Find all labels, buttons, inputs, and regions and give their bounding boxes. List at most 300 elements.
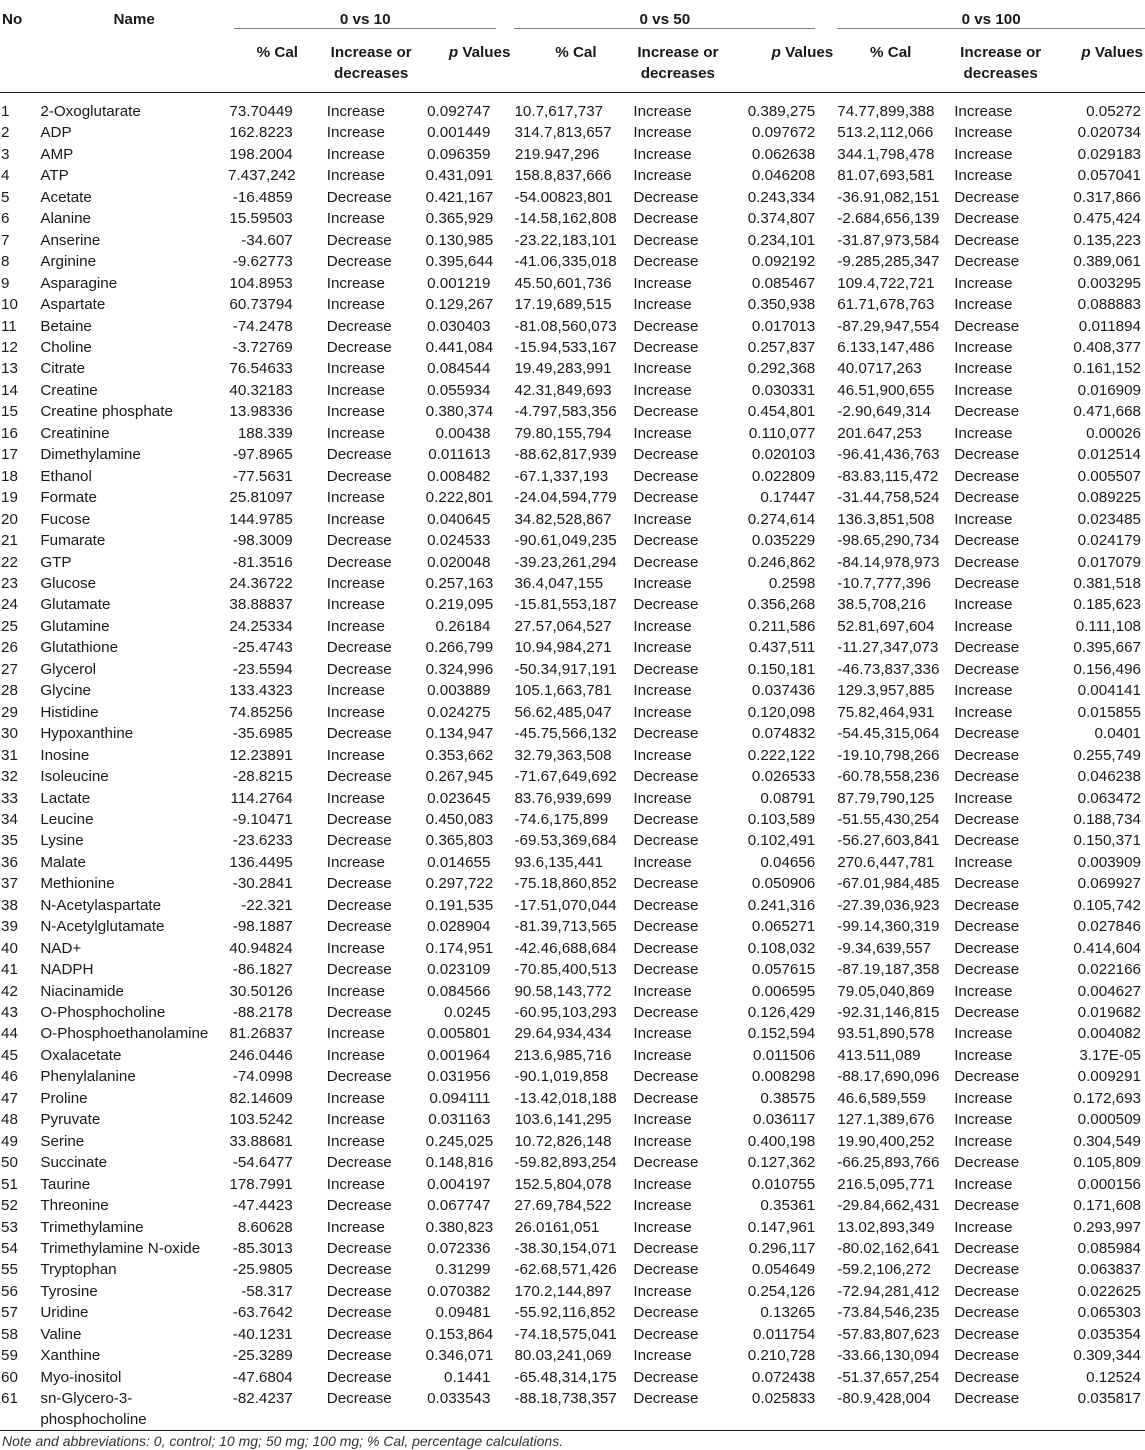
cell-cal-10: 198.2004 xyxy=(229,145,293,163)
table-row xyxy=(0,1195,1145,1216)
cell-p-10: 0.092747 xyxy=(427,103,491,120)
cell-cal-100: 513.2,112,066 xyxy=(837,124,934,142)
cell-cal-100: 270.6,447,781 xyxy=(837,853,935,871)
cell-p-100: 3.17E-05 xyxy=(1079,1046,1141,1064)
cell-direction-50: Increase xyxy=(633,296,692,314)
cell-cal-50: 34.82,528,867 xyxy=(514,510,612,528)
cell-p-100: 0.105,742 xyxy=(1073,896,1141,914)
cell-cal-100: -87.19,187,358 xyxy=(837,961,940,979)
cell-direction-50: Decrease xyxy=(633,810,699,828)
cell-cal-10: -86.1827 xyxy=(232,961,293,979)
cell-cal-50: -14.58,162,808 xyxy=(514,210,617,228)
cell-p-100: 0.135,223 xyxy=(1073,231,1141,249)
table-row xyxy=(0,273,1145,294)
cell-no: 47 xyxy=(1,1089,18,1107)
cell-no: 16 xyxy=(1,424,18,442)
cell-p-10: 0.380,374 xyxy=(425,403,494,421)
cell-name: Histidine xyxy=(40,703,99,721)
cell-direction-100: Decrease xyxy=(954,746,1020,764)
cell-direction-100: Decrease xyxy=(954,810,1020,828)
cell-p-100: 0.255,749 xyxy=(1073,746,1141,764)
cell-direction-100: Increase xyxy=(954,510,1013,528)
cell-direction-10: Decrease xyxy=(326,1282,392,1300)
cell-p-50: 0.085467 xyxy=(751,274,816,292)
cell-p-10: 0.0245 xyxy=(444,1004,491,1022)
cell-cal-100: 81.07,693,581 xyxy=(837,167,935,185)
cell-cal-10: 12.23891 xyxy=(229,746,293,764)
cell-direction-10: Decrease xyxy=(326,1304,392,1322)
cell-direction-10: Increase xyxy=(326,510,385,528)
cell-direction-10: Decrease xyxy=(326,875,392,893)
cell-no: 34 xyxy=(1,810,18,828)
cell-direction-10: Increase xyxy=(326,1046,385,1064)
cell-direction-10: Increase xyxy=(326,1218,385,1236)
cell-name: Myo-inositol xyxy=(40,1368,122,1386)
cell-p-10: 0.148,816 xyxy=(425,1154,494,1172)
cell-direction-10: Increase xyxy=(326,982,385,1000)
cell-no: 33 xyxy=(1,789,18,807)
cell-direction-100: Decrease xyxy=(954,1240,1020,1258)
cell-no: 48 xyxy=(1,1111,18,1129)
cell-no: 8 xyxy=(1,253,10,271)
cell-name: Lactate xyxy=(40,789,91,807)
cell-p-100: 0.063837 xyxy=(1077,1261,1141,1279)
cell-direction-10: Decrease xyxy=(326,1240,392,1258)
cell-p-50: 0.257,837 xyxy=(747,338,816,356)
cell-name: Tryptophan xyxy=(40,1261,117,1279)
cell-no: 23 xyxy=(1,574,18,592)
cell-p-100: 0.171,608 xyxy=(1073,1197,1141,1215)
header-p-50 xyxy=(732,36,837,94)
cell-name: Glutamate xyxy=(40,596,111,614)
cell-direction-100: Decrease xyxy=(954,1068,1020,1086)
cell-name: Asparagine xyxy=(40,274,118,292)
cell-direction-100: Increase xyxy=(954,1046,1013,1064)
cell-no: 54 xyxy=(1,1240,18,1258)
cell-cal-50: -55.92,116,852 xyxy=(514,1304,616,1322)
cell-cal-10: -40.1231 xyxy=(232,1325,293,1343)
cell-cal-50: 90.58,143,772 xyxy=(514,982,612,1000)
cell-direction-10: Increase xyxy=(326,574,385,592)
table-row xyxy=(0,1131,1145,1152)
table-row xyxy=(0,358,1145,379)
cell-name: N-Acetylglutamate xyxy=(40,918,165,936)
table-row xyxy=(0,873,1145,894)
table-row xyxy=(0,423,1145,444)
cell-no: 45 xyxy=(1,1046,18,1064)
cell-p-50: 0.389,275 xyxy=(747,103,816,120)
cell-no: 43 xyxy=(1,1004,18,1022)
cell-no: 49 xyxy=(1,1132,18,1150)
cell-cal-50: -23.22,183,101 xyxy=(514,231,617,249)
cell-cal-100: -67.01,984,485 xyxy=(837,875,940,893)
cell-p-100: 0.023485 xyxy=(1077,510,1141,528)
table-row xyxy=(0,230,1145,251)
header-direction-50 xyxy=(623,36,732,94)
cell-no: 10 xyxy=(1,296,18,314)
cell-direction-10: Increase xyxy=(326,703,385,721)
cell-direction-100: Decrease xyxy=(954,660,1020,678)
cell-no: 13 xyxy=(1,360,18,378)
cell-direction-10: Decrease xyxy=(326,1197,392,1215)
cell-p-100: 0.009291 xyxy=(1077,1068,1141,1086)
cell-p-100: 0.065303 xyxy=(1077,1304,1141,1322)
cell-cal-10: -23.6233 xyxy=(232,832,293,850)
cell-cal-100: 74.77,899,388 xyxy=(837,103,935,120)
cell-cal-50: -15.81,553,187 xyxy=(514,596,617,614)
table-row xyxy=(0,1002,1145,1023)
header-cal-10: % Cal xyxy=(256,44,299,61)
cell-p-10: 0.324,996 xyxy=(425,660,494,678)
p-rest: Values xyxy=(458,44,511,61)
cell-cal-10: -47.4423 xyxy=(232,1197,293,1215)
cell-direction-100: Decrease xyxy=(954,1261,1020,1279)
cell-direction-50: Increase xyxy=(633,1218,692,1236)
cell-cal-10: -34.607 xyxy=(241,231,293,249)
cell-no: 21 xyxy=(1,532,18,550)
cell-name: Isoleucine xyxy=(40,768,109,786)
cell-cal-10: 15.59503 xyxy=(229,210,293,228)
table-row xyxy=(0,401,1145,422)
cell-name: Aspartate xyxy=(40,296,106,314)
cell-p-10: 0.174,951 xyxy=(425,939,494,957)
cell-p-10: 0.024533 xyxy=(427,532,491,550)
cell-name: sn-Glycero-3- phosphocholine xyxy=(40,1390,147,1429)
cell-p-10: 0.191,535 xyxy=(425,896,494,914)
cell-no: 37 xyxy=(1,875,18,893)
cell-cal-10: 136.4495 xyxy=(229,853,293,871)
cell-p-50: 0.102,491 xyxy=(747,832,816,850)
cell-direction-10: Decrease xyxy=(326,1261,392,1279)
header-cal-100: % Cal xyxy=(870,44,912,61)
p-italic: p xyxy=(771,44,781,61)
cell-p-100: 0.185,623 xyxy=(1073,596,1141,614)
cell-p-100: 0.156,496 xyxy=(1073,660,1141,678)
cell-direction-100: Increase xyxy=(954,360,1013,378)
cell-direction-50: Decrease xyxy=(633,832,699,850)
cell-direction-10: Increase xyxy=(326,1132,385,1150)
table-row xyxy=(0,1023,1145,1044)
cell-cal-100: -99.14,360,319 xyxy=(837,918,940,936)
cell-p-10: 0.094111 xyxy=(429,1089,491,1107)
cell-direction-10: Decrease xyxy=(326,639,392,657)
cell-cal-100: 109.4,722,721 xyxy=(837,274,935,292)
cell-no: 55 xyxy=(1,1261,18,1279)
cell-direction-10: Increase xyxy=(326,489,385,507)
cell-direction-100: Increase xyxy=(954,982,1013,1000)
table-row xyxy=(0,187,1145,208)
cell-cal-10: -16.4859 xyxy=(232,188,293,206)
cell-no: 11 xyxy=(1,317,17,335)
cell-p-50: 0.210,728 xyxy=(747,1347,816,1365)
cell-no: 50 xyxy=(1,1154,18,1172)
cell-p-10: 0.003889 xyxy=(427,682,491,700)
cell-direction-10: Decrease xyxy=(326,918,392,936)
cell-direction-50: Decrease xyxy=(633,939,699,957)
cell-p-10: 0.084544 xyxy=(427,360,491,378)
cell-direction-100: Decrease xyxy=(954,446,1020,464)
cell-direction-10: Decrease xyxy=(326,1325,392,1343)
p-rest: Values xyxy=(1090,44,1143,61)
cell-cal-100: -59.2,106,272 xyxy=(837,1261,932,1279)
cell-cal-100: -98.65,290,734 xyxy=(837,532,940,550)
cell-direction-100: Increase xyxy=(954,167,1013,185)
table-row xyxy=(0,1281,1145,1302)
cell-direction-50: Increase xyxy=(633,1282,692,1300)
cell-p-50: 0.246,862 xyxy=(747,553,816,571)
cell-name: Methionine xyxy=(40,875,115,893)
cell-p-10: 0.023109 xyxy=(427,961,491,979)
cell-p-10: 0.084566 xyxy=(427,982,491,1000)
cell-p-100: 0.012514 xyxy=(1077,446,1141,464)
cell-direction-100: Decrease xyxy=(954,918,1020,936)
table-row xyxy=(0,745,1145,766)
cell-p-10: 0.257,163 xyxy=(425,574,494,592)
cell-direction-100: Increase xyxy=(954,296,1013,314)
cell-cal-10: 40.94824 xyxy=(229,939,293,957)
cell-p-100: 0.004082 xyxy=(1077,1025,1141,1043)
cell-p-100: 0.004627 xyxy=(1077,982,1141,1000)
cell-direction-100: Decrease xyxy=(954,1347,1020,1365)
cell-cal-10: -54.6477 xyxy=(232,1154,293,1172)
cell-p-10: 0.353,662 xyxy=(425,746,494,764)
cell-cal-50: 10.72,826,148 xyxy=(514,1132,612,1150)
cell-p-50: 0.046208 xyxy=(751,167,816,185)
cell-direction-50: Decrease xyxy=(633,1261,699,1279)
cell-direction-100: Increase xyxy=(954,381,1013,399)
cell-p-100: 0.12524 xyxy=(1086,1368,1141,1386)
table-row xyxy=(0,788,1145,809)
cell-p-10: 0.380,823 xyxy=(425,1218,494,1236)
cell-cal-100: -73.84,546,235 xyxy=(837,1304,940,1322)
cell-p-50: 0.050906 xyxy=(751,875,816,893)
table-row xyxy=(0,852,1145,873)
table-row xyxy=(0,659,1145,680)
cell-p-100: 0.293,997 xyxy=(1073,1218,1141,1236)
cell-p-10: 0.26184 xyxy=(435,617,491,635)
cell-cal-10: 38.88837 xyxy=(229,596,293,614)
cell-cal-100: -10.7,777,396 xyxy=(837,574,932,592)
cell-p-50: 0.454,801 xyxy=(747,403,816,421)
table-row xyxy=(0,144,1145,165)
cell-p-50: 0.241,316 xyxy=(747,896,816,914)
cell-direction-100: Increase xyxy=(954,424,1013,442)
cell-direction-50: Decrease xyxy=(633,403,699,421)
table-row xyxy=(0,616,1145,637)
cell-direction-100: Decrease xyxy=(954,489,1020,507)
cell-direction-50: Increase xyxy=(633,1197,692,1215)
cell-direction-100: Increase xyxy=(954,103,1013,120)
cell-direction-50: Decrease xyxy=(633,1154,699,1172)
cell-direction-50: Increase xyxy=(633,510,692,528)
cell-p-10: 0.431,091 xyxy=(425,167,494,185)
cell-no: 30 xyxy=(1,725,18,743)
table-row xyxy=(0,1045,1145,1066)
cell-p-50: 0.020103 xyxy=(751,446,816,464)
cell-no: 59 xyxy=(1,1347,18,1365)
cell-cal-10: 7.437,242 xyxy=(227,167,296,185)
cell-cal-100: 46.6,589,559 xyxy=(837,1089,926,1107)
cell-name: Serine xyxy=(40,1132,85,1150)
cell-cal-50: -70.85,400,513 xyxy=(514,961,617,979)
cell-cal-50: 56.62,485,047 xyxy=(514,703,612,721)
cell-cal-100: -56.27,603,841 xyxy=(837,832,940,850)
cell-p-10: 0.040645 xyxy=(427,510,491,528)
cell-cal-50: -74.6,175,899 xyxy=(514,810,609,828)
direction-line2: decreases xyxy=(963,65,1038,82)
cell-direction-50: Increase xyxy=(633,1175,692,1193)
cell-p-50: 0.274,614 xyxy=(747,510,816,528)
cell-p-100: 0.005507 xyxy=(1077,467,1141,485)
header-group-0-vs-100 xyxy=(837,0,1145,36)
cell-direction-50: Increase xyxy=(633,703,692,721)
cell-p-50: 0.097672 xyxy=(751,124,816,142)
cell-direction-50: Decrease xyxy=(633,1240,699,1258)
cell-direction-10: Increase xyxy=(326,274,385,292)
cell-name: Succinate xyxy=(40,1154,108,1172)
cell-p-50: 0.243,334 xyxy=(747,188,816,206)
cell-name: Hypoxanthine xyxy=(40,725,134,743)
cell-cal-10: 104.8953 xyxy=(229,274,293,292)
cell-p-100: 0.105,809 xyxy=(1073,1154,1141,1172)
cell-cal-10: -9.62773 xyxy=(232,253,293,271)
cell-direction-50: Increase xyxy=(633,853,692,871)
cell-name: 2-Oxoglutarate xyxy=(40,103,141,120)
table-row xyxy=(0,444,1145,465)
cell-direction-50: Decrease xyxy=(633,768,699,786)
table-row xyxy=(0,1302,1145,1323)
cell-p-100: 0.024179 xyxy=(1077,532,1141,550)
cell-no: 39 xyxy=(1,918,18,936)
cell-direction-10: Increase xyxy=(326,682,385,700)
cell-name: Proline xyxy=(40,1089,88,1107)
cell-cal-50: -60.95,103,293 xyxy=(514,1004,617,1022)
cell-cal-50: -90.61,049,235 xyxy=(514,532,617,550)
cell-cal-50: 93.6,135,441 xyxy=(514,853,604,871)
cell-direction-50: Decrease xyxy=(633,660,699,678)
cell-cal-100: 201.647,253 xyxy=(837,424,922,442)
cell-no: 31 xyxy=(1,746,18,764)
cell-p-10: 0.00438 xyxy=(435,424,491,442)
cell-cal-10: -30.2841 xyxy=(232,875,293,893)
cell-cal-10: 30.50126 xyxy=(229,982,293,1000)
cell-direction-10: Decrease xyxy=(326,1004,392,1022)
cell-p-100: 0.069927 xyxy=(1077,875,1141,893)
table-row xyxy=(0,1388,1145,1430)
cell-direction-100: Increase xyxy=(954,1111,1013,1129)
cell-cal-50: -74.18,575,041 xyxy=(514,1325,617,1343)
cell-cal-10: -25.9805 xyxy=(232,1261,293,1279)
cell-p-50: 0.152,594 xyxy=(747,1025,816,1043)
cell-direction-100: Increase xyxy=(954,1089,1013,1107)
cell-direction-100: Decrease xyxy=(954,1325,1020,1343)
cell-direction-50: Increase xyxy=(633,145,692,163)
cell-name: Niacinamide xyxy=(40,982,124,1000)
cell-p-100: 0.022625 xyxy=(1077,1282,1141,1300)
cell-direction-10: Increase xyxy=(326,1025,385,1043)
cell-cal-100: 413.511,089 xyxy=(837,1046,921,1064)
cell-name: Betaine xyxy=(40,317,92,335)
cell-direction-10: Increase xyxy=(326,145,385,163)
cell-direction-10: Increase xyxy=(326,167,385,185)
table-row xyxy=(0,208,1145,229)
header-row-groups xyxy=(0,0,1145,36)
cell-name: Pyruvate xyxy=(40,1111,101,1129)
cell-p-50: 0.17447 xyxy=(760,489,816,507)
cell-p-10: 0.130,985 xyxy=(425,231,494,249)
cell-cal-100: -36.91,082,151 xyxy=(837,188,940,206)
cell-p-10: 0.365,929 xyxy=(425,210,494,228)
cell-name: O-Phosphocholine xyxy=(40,1004,166,1022)
cell-p-10: 0.067747 xyxy=(427,1197,491,1215)
header-blank-name xyxy=(40,36,228,94)
direction-line2: decreases xyxy=(640,65,716,82)
cell-cal-10: 74.85256 xyxy=(229,703,293,721)
cell-p-50: 0.017013 xyxy=(751,317,816,335)
table-row xyxy=(0,1345,1145,1366)
cell-cal-100: -80.02,162,641 xyxy=(837,1240,940,1258)
cell-cal-100: -2.684,656,139 xyxy=(837,210,940,228)
cell-name: Leucine xyxy=(40,810,94,828)
cell-direction-100: Increase xyxy=(954,853,1013,871)
cell-direction-50: Increase xyxy=(633,682,692,700)
cell-p-50: 0.103,589 xyxy=(747,810,816,828)
cell-p-100: 0.004141 xyxy=(1077,682,1141,700)
cell-cal-50: 26.0161,051 xyxy=(514,1218,600,1236)
table-row xyxy=(0,1109,1145,1130)
cell-direction-50: Decrease xyxy=(633,253,699,271)
cell-direction-100: Decrease xyxy=(954,210,1020,228)
cell-p-100: 0.475,424 xyxy=(1073,210,1141,228)
cell-cal-100: -46.73,837,336 xyxy=(837,660,940,678)
cell-p-50: 0.374,807 xyxy=(747,210,816,228)
cell-cal-50: -24.04,594,779 xyxy=(514,489,617,507)
table-note: Note and abbreviations: 0, control; 10 mg; 50 mg; 100 mg; % Cal, percentage calculations. xyxy=(2,1433,564,1449)
cell-cal-10: 8.60628 xyxy=(237,1218,293,1236)
cell-direction-100: Decrease xyxy=(954,768,1020,786)
cell-cal-50: -41.06,335,018 xyxy=(514,253,617,271)
cell-p-10: 0.421,167 xyxy=(425,188,494,206)
cell-no: 32 xyxy=(1,768,18,786)
cell-p-10: 0.031956 xyxy=(427,1068,491,1086)
cell-name: Ethanol xyxy=(40,467,92,485)
cell-cal-50: -65.48,314,175 xyxy=(514,1368,617,1386)
cell-no: 42 xyxy=(1,982,18,1000)
table-row xyxy=(0,165,1145,186)
cell-p-50: 0.026533 xyxy=(751,768,816,786)
cell-no: 56 xyxy=(1,1282,18,1300)
cell-cal-100: -27.39,036,923 xyxy=(837,896,940,914)
table-row xyxy=(0,1367,1145,1388)
cell-direction-10: Decrease xyxy=(326,188,392,206)
cell-direction-100: Decrease xyxy=(954,1390,1020,1408)
cell-direction-100: Decrease xyxy=(954,1304,1020,1322)
cell-p-50: 0.010755 xyxy=(751,1175,816,1193)
cell-cal-10: -85.3013 xyxy=(232,1240,293,1258)
cell-direction-10: Decrease xyxy=(326,810,392,828)
cell-p-50: 0.211,586 xyxy=(748,617,816,635)
cell-p-50: 0.054649 xyxy=(751,1261,816,1279)
cell-no: 60 xyxy=(1,1368,18,1386)
cell-p-50: 0.062638 xyxy=(751,145,816,163)
table-row xyxy=(0,573,1145,594)
table-row xyxy=(0,380,1145,401)
cell-direction-50: Decrease xyxy=(633,553,699,571)
cell-p-10: 0.245,025 xyxy=(425,1132,494,1150)
cell-direction-100: Decrease xyxy=(954,317,1020,335)
cell-p-50: 0.127,362 xyxy=(747,1154,816,1172)
cell-p-100: 0.035817 xyxy=(1077,1390,1141,1408)
